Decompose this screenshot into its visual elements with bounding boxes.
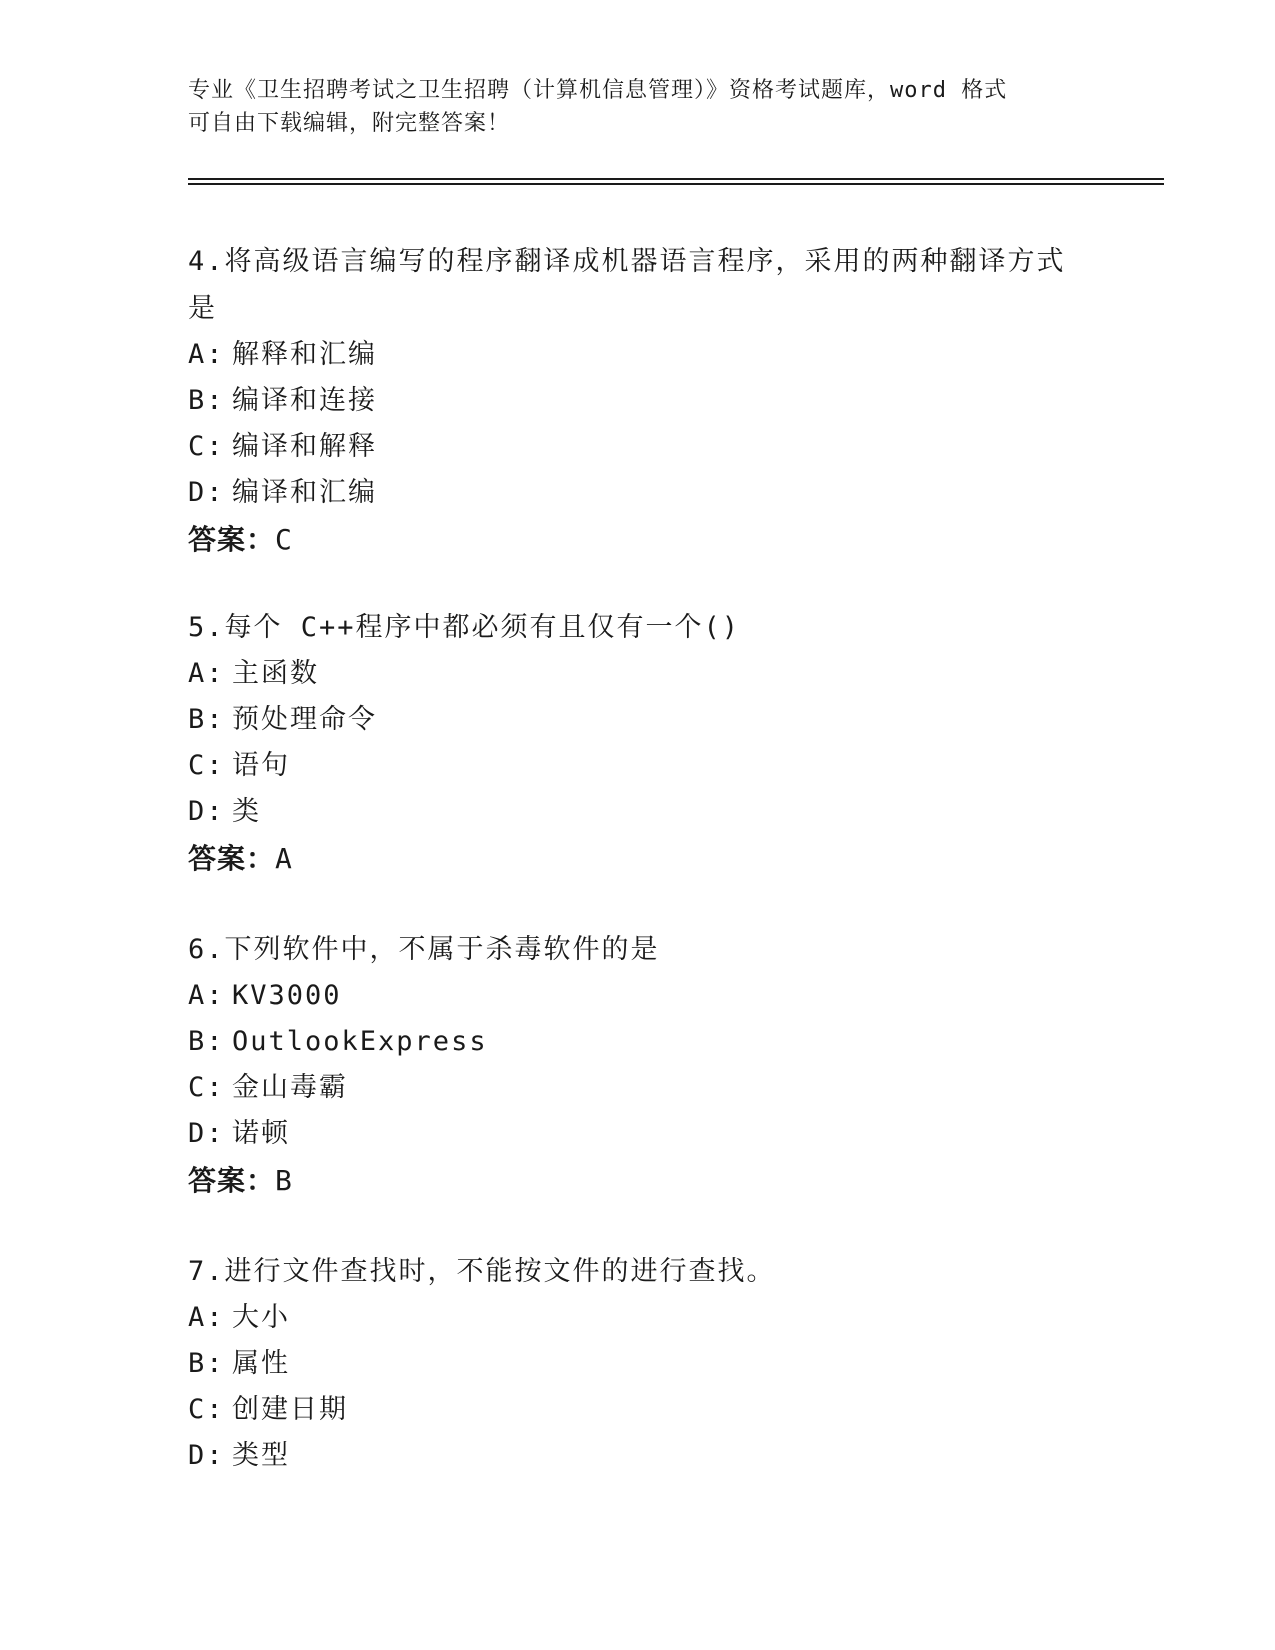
option-c <box>188 1065 1088 1111</box>
option-text: 创建日期 <box>232 1394 348 1425</box>
question-5 <box>188 604 1088 882</box>
header-line-2: 可自由下载编辑，附完整答案！ <box>188 111 511 136</box>
answer-label: 答案： <box>188 1164 276 1197</box>
option-text: 编译和汇编 <box>232 477 377 508</box>
option-b <box>188 378 1088 424</box>
option-a <box>188 973 1088 1019</box>
option-text: 类型 <box>232 1440 290 1471</box>
question-stem: 5.每个 C++程序中都必须有且仅有一个() <box>188 612 741 643</box>
option-key: B: <box>188 385 225 416</box>
option-key: C: <box>188 1394 225 1425</box>
option-text: 诺顿 <box>232 1118 290 1149</box>
option-b <box>188 1341 1088 1387</box>
answer-value: C <box>275 523 293 556</box>
question-stem: 6.下列软件中，不属于杀毒软件的是 <box>188 934 660 965</box>
option-c <box>188 743 1088 789</box>
option-d <box>188 1433 1088 1479</box>
option-c <box>188 424 1088 470</box>
answer-value: B <box>275 1164 293 1197</box>
option-key: C: <box>188 1072 225 1103</box>
option-key: C: <box>188 431 225 462</box>
question-stem-continuation: 是 <box>188 293 217 324</box>
question-7 <box>188 1248 1088 1479</box>
option-key: B: <box>188 704 225 735</box>
question-stem: 4.将高级语言编写的程序翻译成机器语言程序，采用的两种翻译方式 <box>188 246 1066 277</box>
option-text: 编译和解释 <box>232 431 377 462</box>
option-text: 语句 <box>232 750 290 781</box>
header-divider-bottom <box>188 183 1164 185</box>
option-key: A: <box>188 658 225 689</box>
option-b <box>188 1019 1088 1065</box>
option-key: D: <box>188 477 225 508</box>
question-4 <box>188 238 1088 563</box>
option-key: A: <box>188 339 225 370</box>
option-text: 主函数 <box>232 658 319 689</box>
option-a <box>188 1295 1088 1341</box>
answer-label: 答案： <box>188 523 276 556</box>
option-text: 金山毒霸 <box>232 1072 348 1103</box>
option-a <box>188 332 1088 378</box>
option-d <box>188 1111 1088 1157</box>
document-header <box>188 74 1068 140</box>
option-text: 属性 <box>232 1348 290 1379</box>
header-divider-top <box>188 178 1164 180</box>
option-text: 类 <box>232 796 261 827</box>
option-b <box>188 697 1088 743</box>
option-key: D: <box>188 1118 225 1149</box>
option-a <box>188 651 1088 697</box>
answer-value: A <box>275 842 293 875</box>
question-stem: 7.进行文件查找时，不能按文件的进行查找。 <box>188 1256 776 1287</box>
header-line-1: 专业《卫生招聘考试之卫生招聘（计算机信息管理）》资格考试题库，word 格式 <box>188 78 1008 103</box>
option-key: D: <box>188 796 225 827</box>
option-d <box>188 789 1088 835</box>
answer-label: 答案： <box>188 842 276 875</box>
option-text: 编译和连接 <box>232 385 377 416</box>
option-d <box>188 470 1088 516</box>
option-text: 解释和汇编 <box>232 339 377 370</box>
option-key: C: <box>188 750 225 781</box>
answer-line <box>188 835 1088 882</box>
option-key: D: <box>188 1440 225 1471</box>
answer-line <box>188 516 1088 563</box>
option-text: KV3000 <box>232 980 342 1011</box>
option-key: A: <box>188 1302 225 1333</box>
option-text: OutlookExpress <box>232 1026 488 1057</box>
option-text: 预处理命令 <box>232 704 377 735</box>
option-key: B: <box>188 1348 225 1379</box>
option-key: A: <box>188 980 225 1011</box>
option-text: 大小 <box>232 1302 290 1333</box>
option-c <box>188 1387 1088 1433</box>
question-6 <box>188 926 1088 1204</box>
answer-line <box>188 1157 1088 1204</box>
option-key: B: <box>188 1026 225 1057</box>
